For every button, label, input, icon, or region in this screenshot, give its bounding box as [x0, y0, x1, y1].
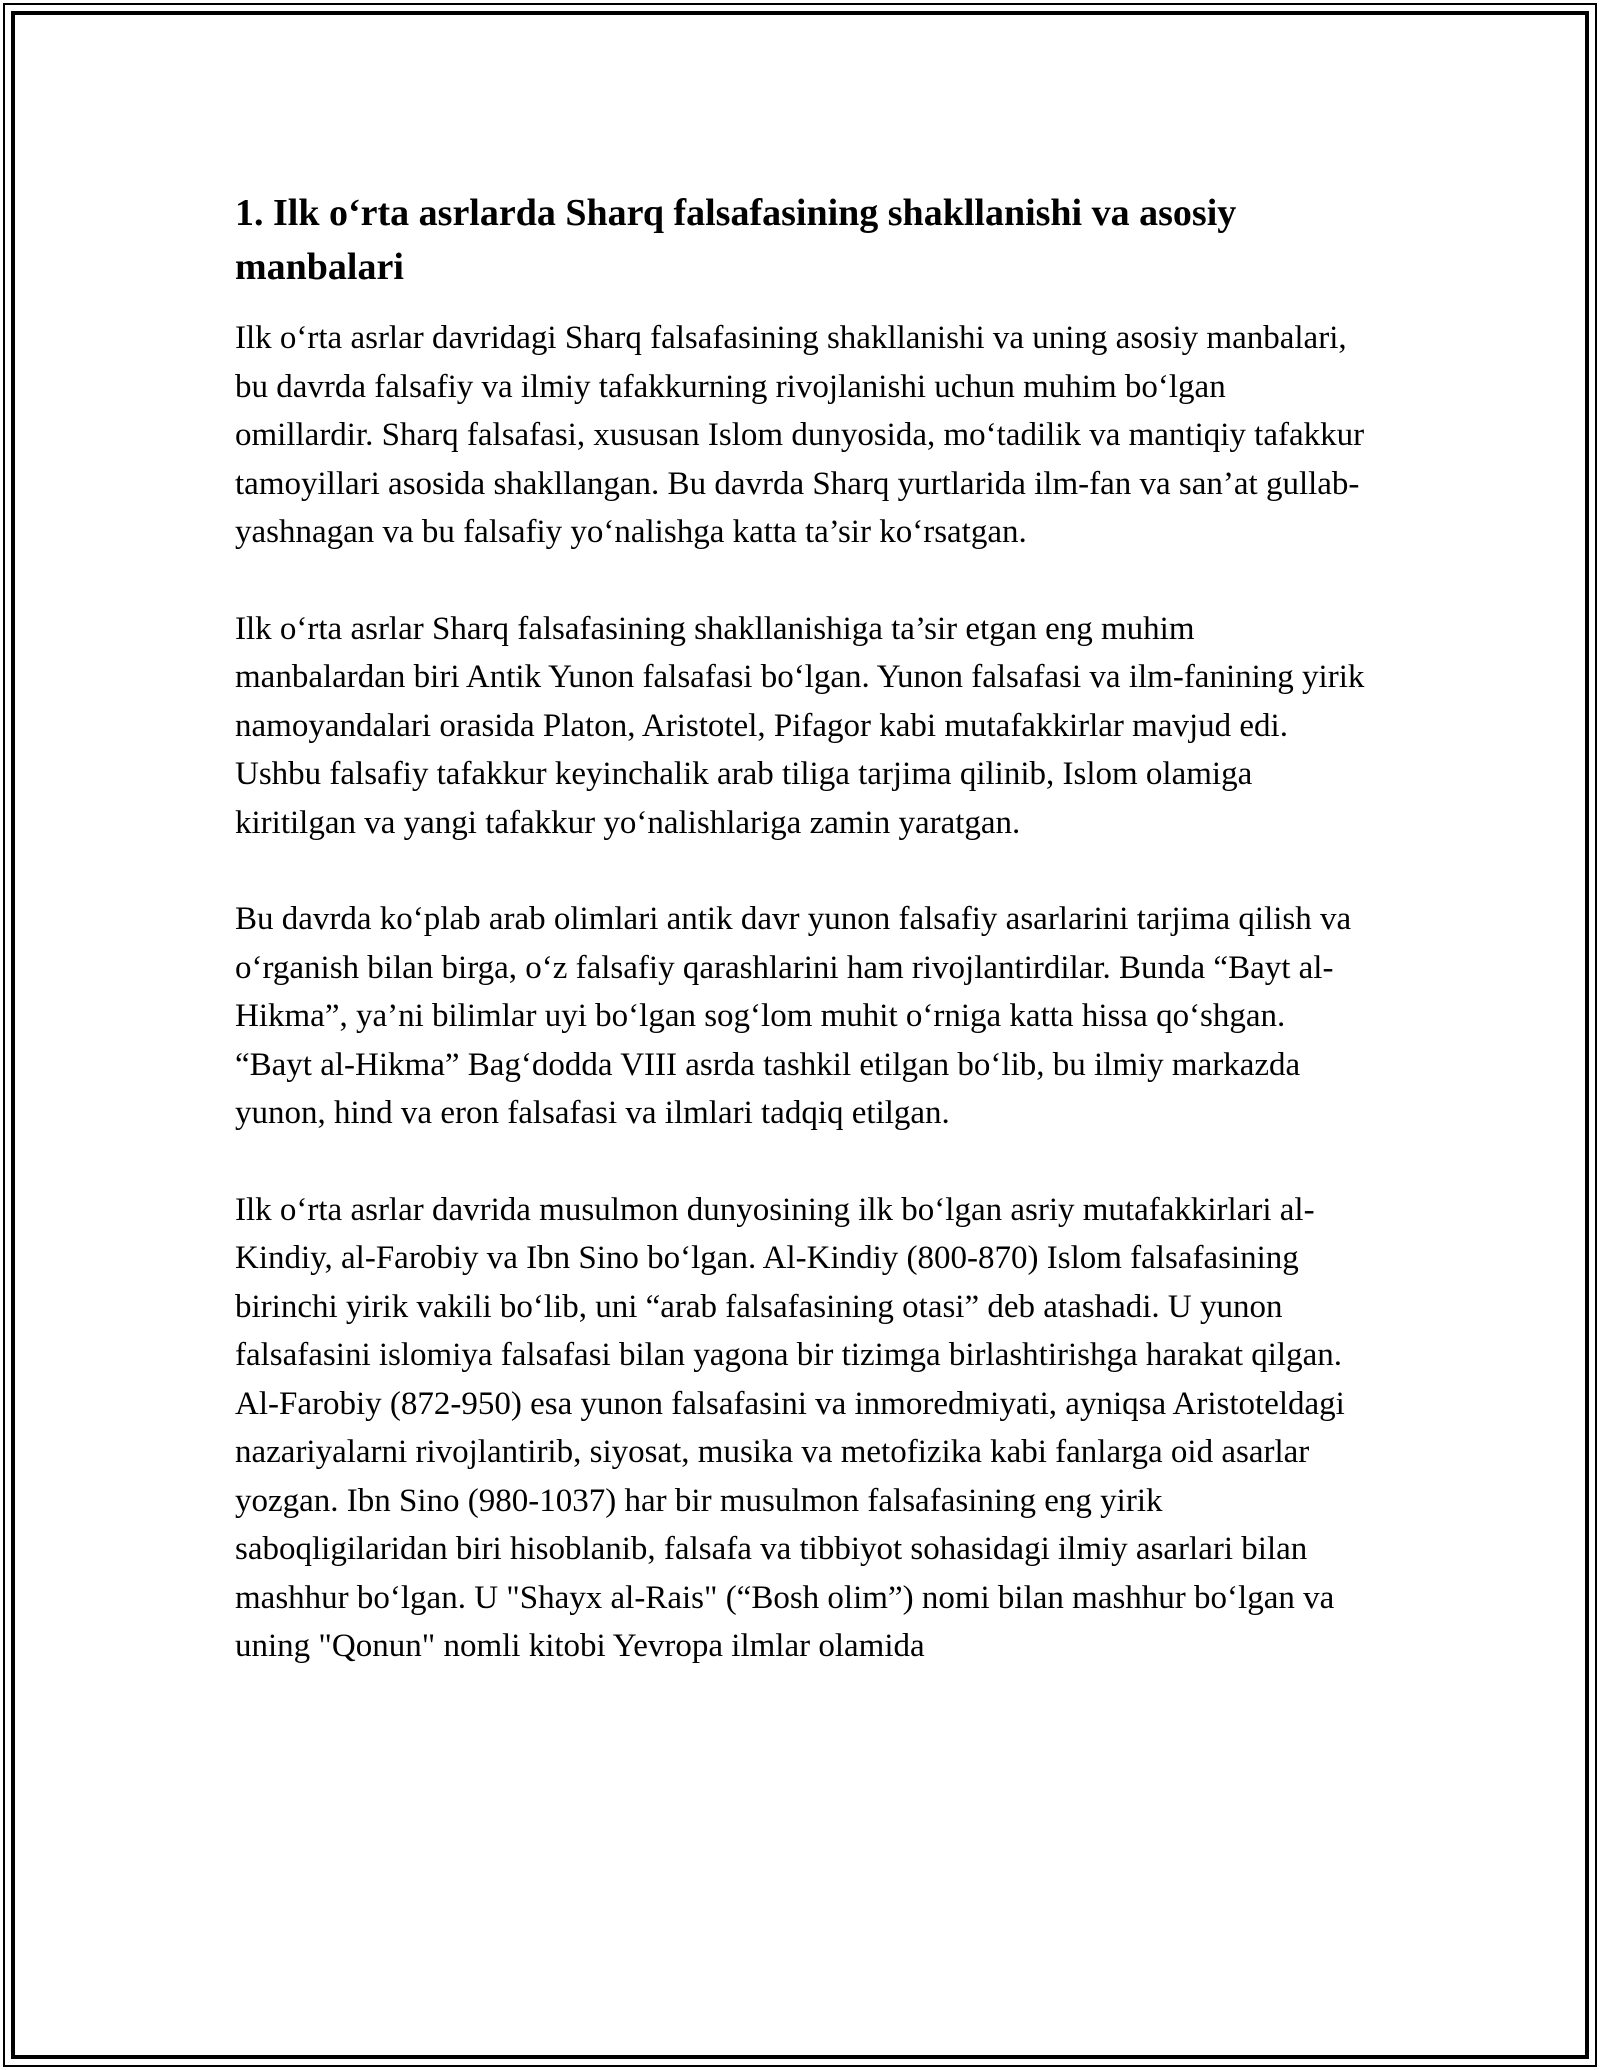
section-heading: 1. Ilk o‘rta asrlarda Sharq falsafasining shakllanishi va asosiy manbalari [235, 192, 1237, 288]
paragraph-3: Bu davrda ko‘plab arab olimlari antik davr yunon falsafiy asarlarini tarjima qilish va o‘rganish bilan birga, o‘z falsafiy qarashlarini ham rivojlantirdilar. Bunda “Bayt al-Hikma”, ya’ni bilimlar uyi bo‘lgan sog‘lom muhit o‘rniga katta hissa qo‘shgan. “Bayt al-Hikma” Bag‘dodda VIII asrda tashkil etilgan bo‘lib, bu ilmiy markazda yunon, hind va eron falsafasi va ilmlari tadqiq etilgan. [235, 901, 1352, 1131]
document-body [235, 186, 1365, 1671]
paragraph-4: Ilk o‘rta asrlar davrida musulmon dunyosining ilk bo‘lgan asriy mutafakkirlari al-Kindiy, al-Farobiy va Ibn Sino bo‘lgan. Al-Kindiy (800-870) Islom falsafasining birinchi yirik vakili bo‘lib, uni “arab falsafasining otasi” deb atashadi. U yunon falsafasini islomiya falsafasi bilan yagona bir tizimga birlashtirishga harakat qilgan. Al-Farobiy (872-950) esa yunon falsafasini va inmoredmiyati, ayniqsa Aristoteldagi nazariyalarni rivojlantirib, siyosat, musika va metofizika kabi fanlarga oid asarlar yozgan. Ibn Sino (980-1037) har bir musulmon falsafasining eng yirik saboqligilaridan biri hisoblanib, falsafa va tibbiyot sohasidagi ilmiy asarlari bilan mashhur bo‘lgan. U "Shayx al-Rais" (“Bosh olim”) nomi bilan mashhur bo‘lgan va uning "Qonun" nomli kitobi Yevropa ilmlar olamida [235, 1191, 1345, 1664]
paragraph-2: Ilk o‘rta asrlar Sharq falsafasining shakllanishiga ta’sir etgan eng muhim manbalardan biri Antik Yunon falsafasi bo‘lgan. Yunon falsafasi va ilm-fanining yirik namoyandalari orasida Platon, Aristotel, Pifagor kabi mutafakkirlar mavjud edi. Ushbu falsafiy tafakkur keyinchalik arab tiliga tarjima qilinib, Islom olamiga kiritilgan va yangi tafakkur yo‘nalishlariga zamin yaratgan. [235, 610, 1365, 841]
paragraph-1: Ilk o‘rta asrlar davridagi Sharq falsafasining shakllanishi va uning asosiy manbalari, bu davrda falsafiy va ilmiy tafakkurning rivojlanishi uchun muhim bo‘lgan omillardir. Sharq falsafasi, xususan Islom dunyosida, mo‘tadilik va mantiqiy tafakkur tamoyillari asosida shakllangan. Bu davrda Sharq yurtlarida ilm-fan va san’at gullab-yashnagan va bu falsafiy yo‘nalishga katta ta’sir ko‘rsatgan. [235, 320, 1365, 550]
